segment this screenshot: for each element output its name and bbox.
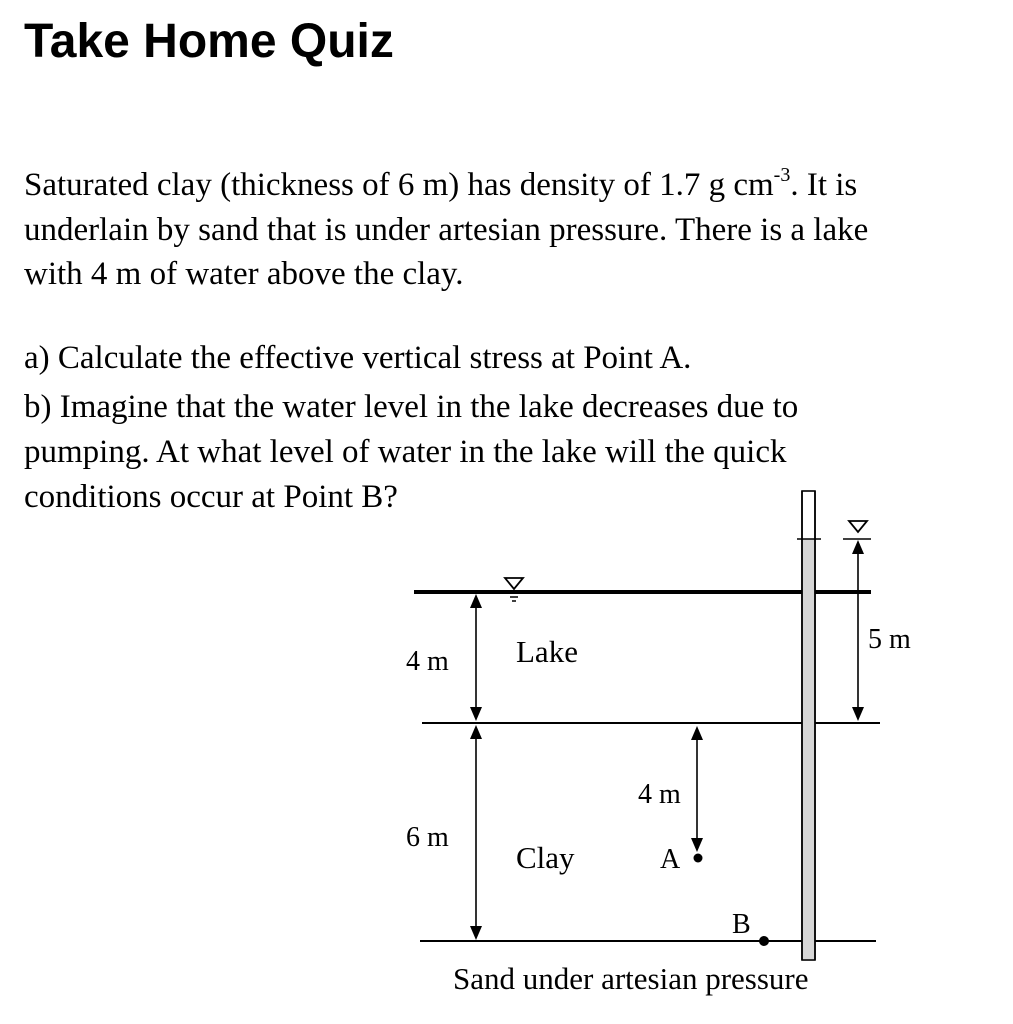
clay-thickness-arrow [470, 725, 482, 940]
question-b-line-1: b) Imagine that the water level in the lake decreases due to [24, 389, 799, 425]
piezometer-head-label: 5 m [868, 624, 911, 655]
question-b-line-3: conditions occur at Point B? [24, 479, 398, 515]
piezometer-water [803, 539, 814, 959]
lake-depth-label: 4 m [406, 646, 449, 677]
point-b-marker [759, 936, 769, 946]
piezometer-head-arrow [843, 521, 871, 721]
question-a: a) Calculate the effective vertical stress at Point A. [24, 340, 692, 376]
problem-line-3: with 4 m of water above the clay. [24, 256, 464, 292]
point-b-label: B [732, 909, 751, 940]
problem-line-1-text: Saturated clay (thickness of 6 m) has density of 1.7 g cm [24, 167, 774, 203]
sand-label: Sand under artesian pressure [453, 961, 809, 996]
clay-thickness-label: 6 m [406, 822, 449, 853]
clay-label: Clay [516, 840, 575, 875]
problem-line-2: underlain by sand that is under artesian pressure. There is a lake [24, 212, 869, 248]
point-a-depth-arrow [691, 726, 703, 852]
water-table-symbol [505, 578, 523, 601]
point-a-marker [694, 854, 703, 863]
question-b-line-2: pumping. At what level of water in the lake will the quick [24, 434, 787, 470]
lake-depth-arrow [470, 594, 482, 721]
page-title: Take Home Quiz [24, 15, 394, 68]
point-a-label: A [660, 844, 681, 875]
point-a-depth-label: 4 m [638, 779, 681, 810]
lake-label: Lake [516, 634, 578, 669]
problem-line-1-end: . It is [790, 167, 858, 203]
density-exponent: -3 [773, 164, 791, 186]
